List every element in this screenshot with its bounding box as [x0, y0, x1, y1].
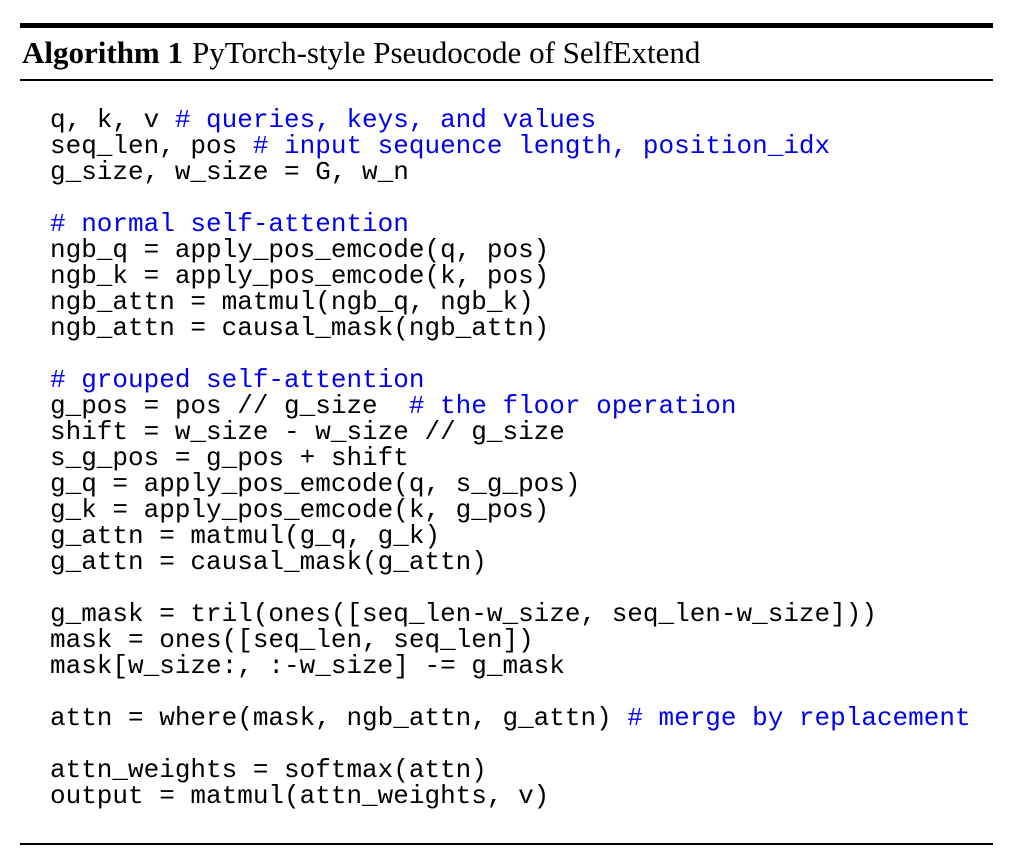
comment-segment: # the floor operation — [408, 391, 737, 421]
code-line — [50, 159, 993, 185]
comment-segment: # input sequence length, position_idx — [252, 131, 831, 161]
caption-separator-rule — [20, 79, 993, 81]
comment-segment: # grouped self-attention — [50, 365, 425, 395]
code-line — [50, 263, 993, 289]
code-line — [50, 523, 993, 549]
code-segment: s_g_pos = g_pos + shift — [50, 443, 409, 473]
code-segment: shift = w_size - w_size // g_size — [50, 417, 565, 447]
code-line — [50, 575, 993, 601]
code-line — [50, 601, 993, 627]
comment-segment: # queries, keys, and values — [174, 105, 597, 135]
code-line — [50, 237, 993, 263]
code-segment: ngb_q = apply_pos_emcode(q, pos) — [50, 235, 550, 265]
code-segment: attn = where(mask, ngb_attn, g_attn) — [50, 703, 628, 733]
code-segment: g_q = apply_pos_emcode(q, s_g_pos) — [50, 469, 581, 499]
code-line — [50, 289, 993, 315]
code-segment: g_mask = tril(ones([seq_len-w_size, seq_len-w_size])) — [50, 599, 877, 629]
code-segment: ngb_k = apply_pos_emcode(k, pos) — [50, 261, 550, 291]
code-segment: g_attn = matmul(g_q, g_k) — [50, 521, 441, 551]
code-line — [50, 393, 993, 419]
code-line — [50, 497, 993, 523]
code-line — [50, 783, 993, 809]
code-line — [50, 653, 993, 679]
code-segment: g_k = apply_pos_emcode(k, g_pos) — [50, 495, 550, 525]
code-line — [50, 367, 993, 393]
code-block — [20, 107, 993, 809]
algorithm-title: PyTorch-style Pseudocode of SelfExtend — [192, 35, 701, 70]
code-line — [50, 133, 993, 159]
code-line — [50, 679, 993, 705]
code-line — [50, 757, 993, 783]
code-line — [50, 627, 993, 653]
code-segment: mask = ones([seq_len, seq_len]) — [50, 625, 534, 655]
code-line — [50, 471, 993, 497]
code-line — [50, 341, 993, 367]
code-line — [50, 315, 993, 341]
code-segment: g_pos = pos // g_size — [50, 391, 409, 421]
code-line — [50, 211, 993, 237]
code-segment: g_size, w_size = G, w_n — [50, 157, 409, 187]
comment-segment: # merge by replacement — [627, 703, 971, 733]
bottom-rule-wrap — [20, 843, 993, 845]
code-line — [50, 445, 993, 471]
code-segment: ngb_attn = matmul(ngb_q, ngb_k) — [50, 287, 534, 317]
code-segment: ngb_attn = causal_mask(ngb_attn) — [50, 313, 550, 343]
algorithm-figure — [20, 0, 993, 845]
algorithm-label: Algorithm 1 — [22, 35, 184, 70]
code-line — [50, 705, 993, 731]
code-line — [50, 419, 993, 445]
code-line — [50, 185, 993, 211]
code-line — [50, 107, 993, 133]
code-segment: seq_len, pos — [50, 131, 253, 161]
code-line — [50, 549, 993, 575]
code-segment: q, k, v — [50, 105, 175, 135]
code-segment: mask[w_size:, :-w_size] -= g_mask — [50, 651, 565, 681]
code-segment: attn_weights = softmax(attn) — [50, 755, 487, 785]
code-line — [50, 731, 993, 757]
code-segment: g_attn = causal_mask(g_attn) — [50, 547, 487, 577]
bottom-rule — [20, 843, 993, 845]
algorithm-caption — [20, 28, 993, 79]
code-segment: output = matmul(attn_weights, v) — [50, 781, 550, 811]
comment-segment: # normal self-attention — [50, 209, 409, 239]
